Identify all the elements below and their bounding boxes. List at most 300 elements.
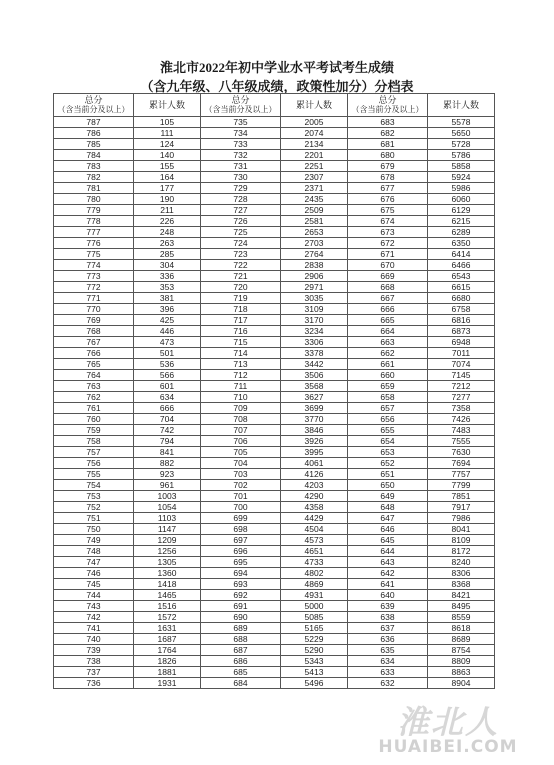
table-row (54, 117, 495, 128)
cell-cumulative-count: 7694 (428, 458, 495, 469)
cell-total-score: 766 (54, 348, 134, 359)
cell-total-score: 782 (54, 172, 134, 183)
cell-cumulative-count: 8689 (428, 634, 495, 645)
cell-total-score: 721 (201, 271, 281, 282)
table-row (54, 293, 495, 304)
cell-cumulative-count: 4358 (281, 502, 348, 513)
table-row (54, 656, 495, 667)
cell-cumulative-count: 3506 (281, 370, 348, 381)
cell-total-score: 717 (201, 315, 281, 326)
table-row (54, 139, 495, 150)
cell-cumulative-count: 263 (134, 238, 201, 249)
cell-total-score: 763 (54, 381, 134, 392)
cell-total-score: 737 (54, 667, 134, 678)
cell-total-score: 719 (201, 293, 281, 304)
cell-total-score: 651 (348, 469, 428, 480)
cell-total-score: 640 (348, 590, 428, 601)
cell-total-score: 672 (348, 238, 428, 249)
cell-total-score: 673 (348, 227, 428, 238)
cell-total-score: 770 (54, 304, 134, 315)
table-row (54, 557, 495, 568)
table-row (54, 513, 495, 524)
cell-cumulative-count: 140 (134, 150, 201, 161)
cell-cumulative-count: 882 (134, 458, 201, 469)
header-total-score (54, 94, 134, 117)
cell-cumulative-count: 1305 (134, 557, 201, 568)
cell-total-score: 744 (54, 590, 134, 601)
cell-cumulative-count: 4931 (281, 590, 348, 601)
cell-total-score: 753 (54, 491, 134, 502)
cell-cumulative-count: 1826 (134, 656, 201, 667)
cell-cumulative-count: 2251 (281, 161, 348, 172)
cell-total-score: 707 (201, 425, 281, 436)
header-main: 累计人数 (148, 100, 185, 110)
header-cumulative-count (281, 94, 348, 117)
cell-cumulative-count: 8863 (428, 667, 495, 678)
cell-total-score: 772 (54, 282, 134, 293)
cell-cumulative-count: 3378 (281, 348, 348, 359)
cell-total-score: 784 (54, 150, 134, 161)
cell-cumulative-count: 7555 (428, 436, 495, 447)
cell-total-score: 767 (54, 337, 134, 348)
cell-cumulative-count: 177 (134, 183, 201, 194)
cell-cumulative-count: 794 (134, 436, 201, 447)
watermark-latin: HUAIBEI.COM (378, 737, 518, 757)
cell-total-score: 781 (54, 183, 134, 194)
cell-total-score: 723 (201, 249, 281, 260)
cell-total-score: 734 (201, 128, 281, 139)
table-row (54, 359, 495, 370)
cell-total-score: 688 (201, 634, 281, 645)
cell-total-score: 722 (201, 260, 281, 271)
table-row (54, 227, 495, 238)
cell-cumulative-count: 7483 (428, 425, 495, 436)
cell-cumulative-count: 1147 (134, 524, 201, 535)
cell-total-score: 649 (348, 491, 428, 502)
cell-total-score: 696 (201, 546, 281, 557)
cell-cumulative-count: 6350 (428, 238, 495, 249)
cell-total-score: 677 (348, 183, 428, 194)
cell-cumulative-count: 248 (134, 227, 201, 238)
cell-cumulative-count: 5496 (281, 678, 348, 689)
cell-total-score: 679 (348, 161, 428, 172)
cell-cumulative-count: 304 (134, 260, 201, 271)
header-main: 累计人数 (442, 100, 479, 110)
cell-total-score: 639 (348, 601, 428, 612)
cell-cumulative-count: 353 (134, 282, 201, 293)
cell-cumulative-count: 2971 (281, 282, 348, 293)
cell-total-score: 726 (201, 216, 281, 227)
cell-total-score: 741 (54, 623, 134, 634)
header-main: 总分 (378, 95, 397, 105)
cell-total-score: 646 (348, 524, 428, 535)
table-row (54, 161, 495, 172)
cell-cumulative-count: 8904 (428, 678, 495, 689)
table-row (54, 524, 495, 535)
table-header-row (54, 94, 495, 117)
cell-cumulative-count: 4061 (281, 458, 348, 469)
cell-cumulative-count: 1764 (134, 645, 201, 656)
table-body (54, 117, 495, 689)
cell-cumulative-count: 5650 (428, 128, 495, 139)
cell-cumulative-count: 1103 (134, 513, 201, 524)
cell-total-score: 661 (348, 359, 428, 370)
cell-cumulative-count: 8559 (428, 612, 495, 623)
cell-total-score: 675 (348, 205, 428, 216)
cell-total-score: 691 (201, 601, 281, 612)
cell-total-score: 662 (348, 348, 428, 359)
cell-total-score: 667 (348, 293, 428, 304)
cell-total-score: 724 (201, 238, 281, 249)
cell-cumulative-count: 5165 (281, 623, 348, 634)
cell-total-score: 748 (54, 546, 134, 557)
table-row (54, 667, 495, 678)
table-row (54, 370, 495, 381)
cell-cumulative-count: 3699 (281, 403, 348, 414)
table-row (54, 458, 495, 469)
cell-total-score: 732 (201, 150, 281, 161)
cell-cumulative-count: 8306 (428, 568, 495, 579)
cell-cumulative-count: 2005 (281, 117, 348, 128)
header-main: 总分 (84, 95, 103, 105)
cell-cumulative-count: 6615 (428, 282, 495, 293)
table-row (54, 590, 495, 601)
cell-total-score: 735 (201, 117, 281, 128)
cell-cumulative-count: 3035 (281, 293, 348, 304)
cell-total-score: 642 (348, 568, 428, 579)
cell-cumulative-count: 7917 (428, 502, 495, 513)
cell-total-score: 693 (201, 579, 281, 590)
cell-total-score: 697 (201, 535, 281, 546)
cell-total-score: 678 (348, 172, 428, 183)
cell-total-score: 703 (201, 469, 281, 480)
cell-cumulative-count: 7074 (428, 359, 495, 370)
cell-cumulative-count: 1631 (134, 623, 201, 634)
table-row (54, 150, 495, 161)
cell-total-score: 740 (54, 634, 134, 645)
cell-cumulative-count: 164 (134, 172, 201, 183)
cell-cumulative-count: 6414 (428, 249, 495, 260)
cell-cumulative-count: 4504 (281, 524, 348, 535)
site-watermark (348, 697, 548, 759)
cell-total-score: 692 (201, 590, 281, 601)
cell-total-score: 708 (201, 414, 281, 425)
header-cumulative-count (428, 94, 495, 117)
cell-total-score: 743 (54, 601, 134, 612)
cell-cumulative-count: 7358 (428, 403, 495, 414)
cell-cumulative-count: 8172 (428, 546, 495, 557)
header-sub: （含当前分及以上） (351, 105, 424, 114)
cell-total-score: 698 (201, 524, 281, 535)
table-row (54, 447, 495, 458)
cell-total-score: 745 (54, 579, 134, 590)
cell-total-score: 760 (54, 414, 134, 425)
table-row (54, 546, 495, 557)
cell-cumulative-count: 105 (134, 117, 201, 128)
cell-cumulative-count: 1003 (134, 491, 201, 502)
cell-cumulative-count: 5578 (428, 117, 495, 128)
cell-total-score: 711 (201, 381, 281, 392)
cell-cumulative-count: 7757 (428, 469, 495, 480)
table-row (54, 304, 495, 315)
table-row (54, 612, 495, 623)
cell-total-score: 653 (348, 447, 428, 458)
cell-total-score: 658 (348, 392, 428, 403)
cell-cumulative-count: 3846 (281, 425, 348, 436)
cell-total-score: 712 (201, 370, 281, 381)
table-row (54, 403, 495, 414)
cell-cumulative-count: 3234 (281, 326, 348, 337)
cell-total-score: 749 (54, 535, 134, 546)
cell-cumulative-count: 2134 (281, 139, 348, 150)
table-row (54, 348, 495, 359)
cell-cumulative-count: 124 (134, 139, 201, 150)
cell-total-score: 656 (348, 414, 428, 425)
table-row (54, 381, 495, 392)
cell-cumulative-count: 3627 (281, 392, 348, 403)
cell-cumulative-count: 5229 (281, 634, 348, 645)
cell-total-score: 747 (54, 557, 134, 568)
cell-cumulative-count: 2074 (281, 128, 348, 139)
table-row (54, 249, 495, 260)
cell-cumulative-count: 1054 (134, 502, 201, 513)
cell-cumulative-count: 5858 (428, 161, 495, 172)
cell-total-score: 761 (54, 403, 134, 414)
table-row (54, 480, 495, 491)
cell-cumulative-count: 396 (134, 304, 201, 315)
cell-total-score: 686 (201, 656, 281, 667)
cell-total-score: 687 (201, 645, 281, 656)
cell-cumulative-count: 211 (134, 205, 201, 216)
cell-cumulative-count: 3306 (281, 337, 348, 348)
cell-cumulative-count: 7799 (428, 480, 495, 491)
cell-total-score: 655 (348, 425, 428, 436)
cell-total-score: 700 (201, 502, 281, 513)
cell-cumulative-count: 3995 (281, 447, 348, 458)
table-row (54, 623, 495, 634)
cell-cumulative-count: 4573 (281, 535, 348, 546)
cell-cumulative-count: 601 (134, 381, 201, 392)
cell-total-score: 750 (54, 524, 134, 535)
cell-cumulative-count: 5986 (428, 183, 495, 194)
cell-total-score: 657 (348, 403, 428, 414)
header-sub: （含当前分及以上） (204, 105, 277, 114)
cell-total-score: 756 (54, 458, 134, 469)
cell-cumulative-count: 8421 (428, 590, 495, 601)
cell-cumulative-count: 7851 (428, 491, 495, 502)
cell-total-score: 715 (201, 337, 281, 348)
cell-cumulative-count: 2307 (281, 172, 348, 183)
cell-cumulative-count: 336 (134, 271, 201, 282)
cell-cumulative-count: 2653 (281, 227, 348, 238)
cell-total-score: 680 (348, 150, 428, 161)
cell-total-score: 644 (348, 546, 428, 557)
table-row (54, 601, 495, 612)
cell-total-score: 718 (201, 304, 281, 315)
cell-total-score: 694 (201, 568, 281, 579)
cell-cumulative-count: 923 (134, 469, 201, 480)
cell-total-score: 701 (201, 491, 281, 502)
table-row (54, 568, 495, 579)
cell-total-score: 690 (201, 612, 281, 623)
cell-cumulative-count: 8109 (428, 535, 495, 546)
cell-cumulative-count: 2435 (281, 194, 348, 205)
cell-cumulative-count: 6873 (428, 326, 495, 337)
header-cumulative-count (134, 94, 201, 117)
cell-total-score: 776 (54, 238, 134, 249)
cell-total-score: 777 (54, 227, 134, 238)
cell-cumulative-count: 6466 (428, 260, 495, 271)
table-row (54, 326, 495, 337)
table-row (54, 414, 495, 425)
cell-total-score: 725 (201, 227, 281, 238)
cell-cumulative-count: 8809 (428, 656, 495, 667)
header-sub: （含当前分及以上） (57, 105, 130, 114)
cell-total-score: 738 (54, 656, 134, 667)
cell-total-score: 751 (54, 513, 134, 524)
cell-total-score: 652 (348, 458, 428, 469)
cell-cumulative-count: 7277 (428, 392, 495, 403)
cell-total-score: 702 (201, 480, 281, 491)
cell-cumulative-count: 8368 (428, 579, 495, 590)
cell-cumulative-count: 536 (134, 359, 201, 370)
cell-total-score: 729 (201, 183, 281, 194)
cell-total-score: 774 (54, 260, 134, 271)
cell-total-score: 768 (54, 326, 134, 337)
cell-cumulative-count: 5728 (428, 139, 495, 150)
cell-cumulative-count: 634 (134, 392, 201, 403)
cell-total-score: 771 (54, 293, 134, 304)
cell-total-score: 733 (201, 139, 281, 150)
cell-cumulative-count: 446 (134, 326, 201, 337)
cell-total-score: 632 (348, 678, 428, 689)
cell-cumulative-count: 1881 (134, 667, 201, 678)
cell-total-score: 769 (54, 315, 134, 326)
cell-total-score: 755 (54, 469, 134, 480)
cell-total-score: 674 (348, 216, 428, 227)
cell-cumulative-count: 7011 (428, 348, 495, 359)
cell-cumulative-count: 3926 (281, 436, 348, 447)
cell-total-score: 641 (348, 579, 428, 590)
cell-cumulative-count: 2703 (281, 238, 348, 249)
cell-cumulative-count: 6289 (428, 227, 495, 238)
cell-total-score: 650 (348, 480, 428, 491)
cell-cumulative-count: 3770 (281, 414, 348, 425)
cell-cumulative-count: 1931 (134, 678, 201, 689)
cell-total-score: 664 (348, 326, 428, 337)
cell-total-score: 676 (348, 194, 428, 205)
cell-total-score: 775 (54, 249, 134, 260)
cell-cumulative-count: 501 (134, 348, 201, 359)
cell-total-score: 647 (348, 513, 428, 524)
watermark-chinese: 淮北人 (396, 703, 499, 741)
table-row (54, 469, 495, 480)
cell-total-score: 635 (348, 645, 428, 656)
cell-total-score: 764 (54, 370, 134, 381)
cell-cumulative-count: 4290 (281, 491, 348, 502)
table-row (54, 502, 495, 513)
table-row (54, 183, 495, 194)
score-distribution-table (53, 93, 495, 689)
cell-total-score: 758 (54, 436, 134, 447)
document-subtitle: （含九年级、八年级成绩，政策性加分）分档表 (140, 79, 414, 94)
cell-total-score: 716 (201, 326, 281, 337)
cell-cumulative-count: 226 (134, 216, 201, 227)
cell-cumulative-count: 190 (134, 194, 201, 205)
cell-total-score: 731 (201, 161, 281, 172)
cell-cumulative-count: 5290 (281, 645, 348, 656)
cell-cumulative-count: 5924 (428, 172, 495, 183)
table-row (54, 194, 495, 205)
cell-total-score: 778 (54, 216, 134, 227)
table-row (54, 425, 495, 436)
table-row (54, 678, 495, 689)
cell-total-score: 666 (348, 304, 428, 315)
cell-total-score: 710 (201, 392, 281, 403)
cell-cumulative-count: 6816 (428, 315, 495, 326)
cell-cumulative-count: 2838 (281, 260, 348, 271)
header-total-score (201, 94, 281, 117)
cell-total-score: 671 (348, 249, 428, 260)
cell-total-score: 648 (348, 502, 428, 513)
cell-cumulative-count: 2201 (281, 150, 348, 161)
table-row (54, 337, 495, 348)
cell-cumulative-count: 3568 (281, 381, 348, 392)
cell-total-score: 779 (54, 205, 134, 216)
cell-total-score: 739 (54, 645, 134, 656)
cell-total-score: 714 (201, 348, 281, 359)
cell-cumulative-count: 7986 (428, 513, 495, 524)
cell-total-score: 669 (348, 271, 428, 282)
cell-cumulative-count: 5000 (281, 601, 348, 612)
cell-cumulative-count: 6215 (428, 216, 495, 227)
cell-cumulative-count: 3442 (281, 359, 348, 370)
cell-total-score: 759 (54, 425, 134, 436)
cell-cumulative-count: 566 (134, 370, 201, 381)
cell-total-score: 699 (201, 513, 281, 524)
cell-cumulative-count: 8618 (428, 623, 495, 634)
cell-cumulative-count: 3109 (281, 304, 348, 315)
cell-cumulative-count: 7212 (428, 381, 495, 392)
cell-total-score: 786 (54, 128, 134, 139)
table-row (54, 238, 495, 249)
cell-cumulative-count: 4429 (281, 513, 348, 524)
cell-cumulative-count: 5413 (281, 667, 348, 678)
table-row (54, 392, 495, 403)
cell-cumulative-count: 285 (134, 249, 201, 260)
cell-cumulative-count: 4203 (281, 480, 348, 491)
cell-cumulative-count: 4733 (281, 557, 348, 568)
cell-total-score: 685 (201, 667, 281, 678)
cell-cumulative-count: 111 (134, 128, 201, 139)
cell-cumulative-count: 6129 (428, 205, 495, 216)
cell-total-score: 695 (201, 557, 281, 568)
cell-total-score: 736 (54, 678, 134, 689)
cell-cumulative-count: 1687 (134, 634, 201, 645)
cell-total-score: 638 (348, 612, 428, 623)
cell-cumulative-count: 473 (134, 337, 201, 348)
cell-cumulative-count: 425 (134, 315, 201, 326)
cell-cumulative-count: 6060 (428, 194, 495, 205)
cell-cumulative-count: 5786 (428, 150, 495, 161)
cell-total-score: 633 (348, 667, 428, 678)
cell-cumulative-count: 8495 (428, 601, 495, 612)
cell-cumulative-count: 4126 (281, 469, 348, 480)
cell-cumulative-count: 8041 (428, 524, 495, 535)
cell-cumulative-count: 5085 (281, 612, 348, 623)
cell-total-score: 660 (348, 370, 428, 381)
cell-cumulative-count: 5343 (281, 656, 348, 667)
